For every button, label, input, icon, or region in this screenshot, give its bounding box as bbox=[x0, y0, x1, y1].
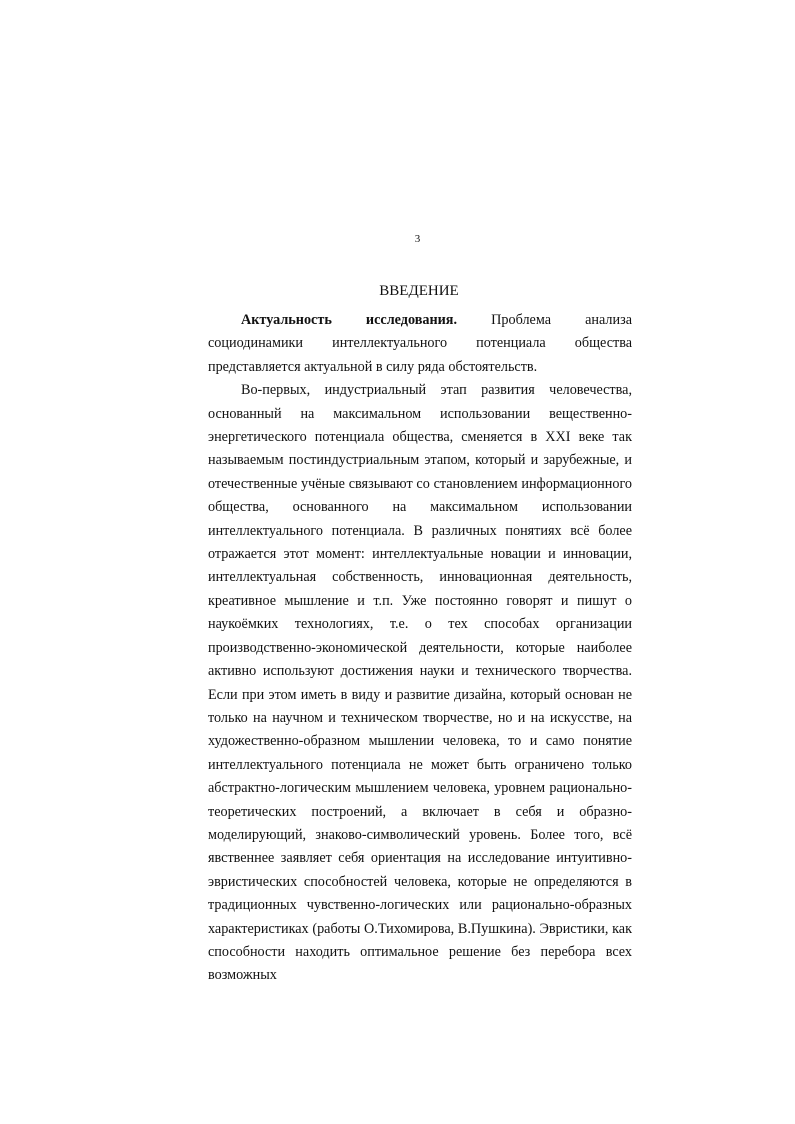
body-text bbox=[208, 309, 632, 988]
relevance-lead: Актуальность исследования bbox=[241, 312, 454, 328]
paragraph-firstly: Во-первых, индустриальный этап развития человечества, основанный на максимальном использовании вещественно-энергетического потенциала общества, сменяется в XXI веке так называемым постиндустриальным этапом, который и зарубежные, и отечественные учёные связывают со становлением информационного общества, основанного на максимальном использовании интеллектуального потенциала. В различных понятиях всё более отражается этот момент: интеллектуальные новации и инновации, интеллектуальная собственность, инновационная деятельность, креативное мышление и т.п. Уже постоянно говорят и пишут о наукоёмких технологиях, т.е. о тех способах организации производственно-экономической деятельности, которые наиболее активно используют достижения науки и технического творчества. Если при этом иметь в виду и развитие дизайна, который основан не только на научном и техническом творчестве, но и на искусстве, на художественно-образном мышлении человека, то и само понятие интеллектуального потенциала не может быть ограничено только абстрактно-логическим мышлением человека, уровнем рационально-теоретических построений, а включает в себя и образно-моделирующий, знаково-символический уровень. Более того, всё явственнее заявляет себя ориентация на исследование интуитивно-эвристических способностей человека, которые не определяются в традиционных чувственно-логических или рационально-образных характеристиках (работы О.Тихомирова, В.Пушкина). Эвристики, как способности находить оптимальное решение без перебора всех возможных bbox=[208, 382, 632, 984]
page-number: 3 bbox=[414, 233, 421, 245]
section-heading: ВВЕДЕНИЕ bbox=[379, 283, 459, 299]
intro-text: Проблема анализа социодинамики интеллектуального потенциала общества представляется актуальной в силу ряда обстоятельств. bbox=[208, 312, 632, 375]
intro-paragraph bbox=[208, 309, 632, 379]
relevance-lead-period: . bbox=[453, 312, 458, 328]
